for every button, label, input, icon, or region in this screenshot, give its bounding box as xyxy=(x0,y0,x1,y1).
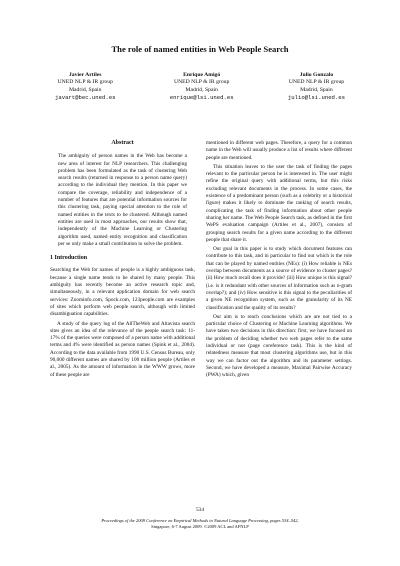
intro-paragraph-1: Searching the Web for names of people is a highly ambiguous task, because a single name tends to be shared by many people. This ambiguity has recently become an active research topic and, simultaneously, in a relevant application domain for web search services: Zoominfo.com, Spock.com, 123people.com are examples of sites which perform web people search, although with limited disambiguation capabilities. xyxy=(50,267,195,318)
intro-paragraph-2: A study of the query log of the AllTheWeb and Altavista search sites gives an idea of the relevance of the people search task: 11-17% of the queries were composed of a person name with additional terms and 4% were identified as person names (Spink et al., 2004). According to the data available from 1990 U.S. Census Bureau, only 90,000 different names are shared by 100 million people (Artiles et al., 2005). As the amount of information in the WWW grows, more of these people are xyxy=(50,320,195,378)
author-location: Madrid, Spain xyxy=(185,86,218,93)
author-email: julio@lsi.uned.es xyxy=(287,94,345,102)
paper-title: The role of named entities in Web People Search xyxy=(111,44,289,54)
right-paragraph-1: mentioned in different web pages. Therefore, a query for a common name in the Web will usually produce a list of results where different people are mentioned. xyxy=(206,140,352,161)
page-number: 534 xyxy=(195,507,205,513)
right-paragraph-3: Our goal in this paper is to study which document features can contribute to this task, and in particular to find out which is the role that can be played by named entities (NEs): (i) How reliable is NEs overlap between documents as a source of evidence to cluster pages? (ii) How much recall does it provide? (iii) How unique is this signal? (i.e. is it redundant with other sources of information such as n-gram overlap?); and (iv) How sensitive is this signal to the peculiarities of a given NE recognition system, such as the granularity of its NE classification and the quality of its results? xyxy=(206,246,352,311)
author-block xyxy=(55,72,345,102)
author-email: enrique@lsi.uned.es xyxy=(169,94,234,102)
abstract-heading: Abstract xyxy=(111,140,134,146)
author-name: Enrique Amigó xyxy=(183,72,221,78)
author-location: Madrid, Spain xyxy=(68,86,102,93)
right-column xyxy=(206,140,352,382)
proceedings-footer xyxy=(50,518,350,530)
author-affiliation: UNED NLP & IR group xyxy=(57,79,113,86)
author-2 xyxy=(170,72,234,102)
author-email: javart@bec.uned.es xyxy=(55,94,116,102)
author-name: Javier Artiles xyxy=(68,72,102,78)
abstract xyxy=(50,153,195,248)
author-location: Madrid, Spain xyxy=(300,86,333,93)
author-affiliation: UNED NLP & IR group xyxy=(288,79,345,86)
abstract-text: The ambiguity of person names in the Web has become a new area of interest for NLP researchers. This challenging problem has been formulated as the task of clustering Web search results (returned in response to a person name query) according to the individual they mention. In this paper we compare the coverage, reliability and independence of a number of features that are potential information sources for this clustering task, paying special attention to the role of named entities in the texts to be clustered. Although named entities are used in most approaches, our results show that, independently of the Machine Learning or Clustering algorithm used, named entity recognition and classification per se only make a small contribution to solve the problem. xyxy=(58,153,187,247)
author-3 xyxy=(288,72,345,102)
right-paragraph-2: This situation leaves to the user the task of finding the pages relevant to the particular person he is interested in. The user might refine the original query with additional terms, but this risks excluding relevant documents in the process. In some cases, the existence of a predominant person (such as a celebrity or a historical figure) makes it likely to dominate the ranking of search results, complicating the task of finding information about other people sharing her name. The Web People Search task, as defined in the first WePS evaluation campaign (Artiles et al., 2007), consists of grouping search results for a given name according to the different people that share it. xyxy=(206,163,352,243)
footer-line-2: Singapore, 6-7 August 2009. ©2009 ACL and AFNLP xyxy=(151,524,249,529)
author-1 xyxy=(55,72,115,102)
author-affiliation: UNED NLP & IR group xyxy=(173,79,230,86)
right-paragraph-4: Our aim is to reach conclusions which are are not tied to a particular choice of Clustering or Machine Learning algorithms. We have taken two decisions in this direction: first, we have focused on the problem of deciding whether two web pages refer to the same individual or not (page coreference task). This is the kind of relatedness measure that most clustering algorithms use, but in this way we can factor out the algorithm and its parameter settings. Second, we have developed a measure, Maximal Pairwise Accuracy (PWA) which, given xyxy=(206,313,352,379)
section-heading-introduction: 1 Introduction xyxy=(50,255,88,262)
author-name: Julio Gonzalo xyxy=(299,72,334,78)
left-column xyxy=(50,140,195,381)
footer-line-1: Proceedings of the 2009 Conference on Empirical Methods in Natural Language Processing, pages 534–542, xyxy=(101,518,299,523)
